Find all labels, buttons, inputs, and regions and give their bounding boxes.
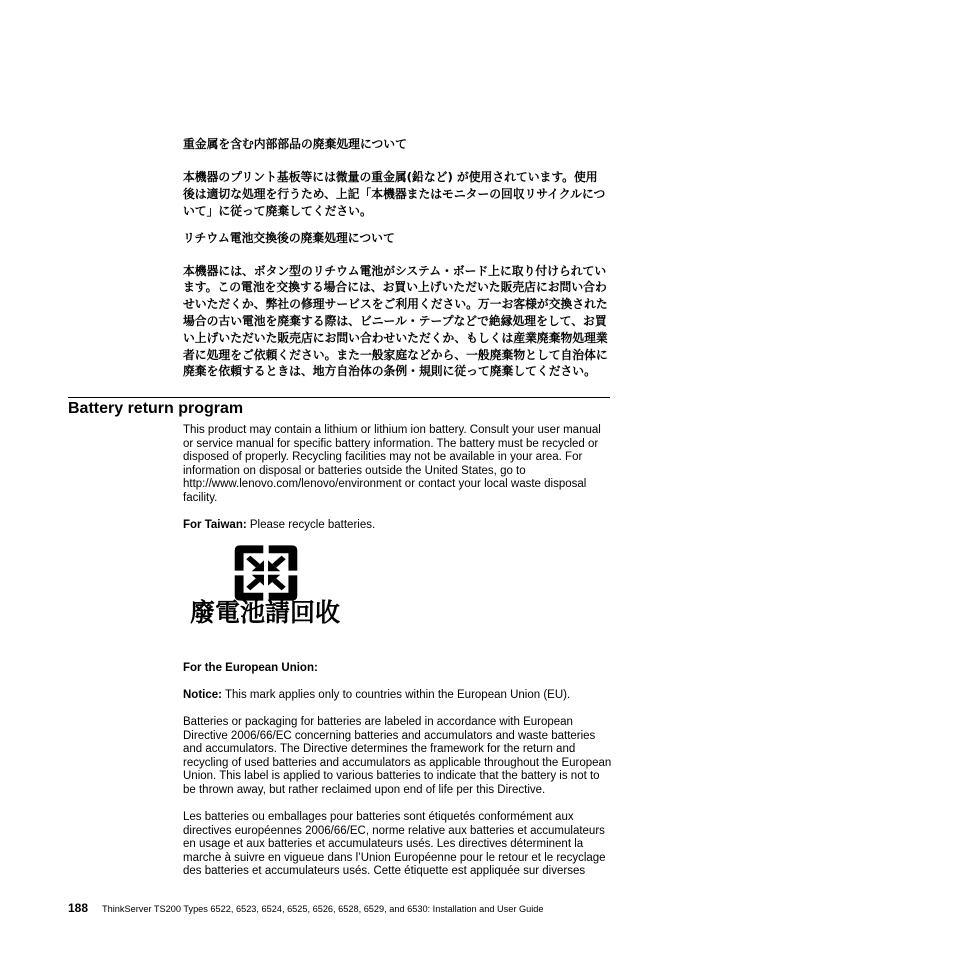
eu-heading xyxy=(183,662,318,676)
paragraph-line: 場合の古い電池を廃棄する際は、ビニール・テープなどで絶縁処理をして、お買 xyxy=(183,313,607,328)
notice-text: This mark applies only to countries within the European Union (EU). xyxy=(224,689,571,701)
heavy-metal-disposal-heading: 重金属を含む内部部品の廃棄処理について xyxy=(183,136,407,151)
paragraph-line: 後は適切な処理を行うため、上記「本機器またはモニターの回収リサイクルにつ xyxy=(183,186,606,201)
taiwan-logo-caption: 廢電池請回收 xyxy=(190,598,341,627)
paragraph-line: en usage et aux batteries et accumulateurs usés. Les directives déterminent la xyxy=(183,838,584,851)
paragraph-line: 廃棄を依頼するときは、地方自治体の条例・規則に従って廃棄してください。 xyxy=(183,364,596,379)
paragraph-line: Les batteries ou emballages pour batteries sont étiquetés conformément aux xyxy=(183,811,574,823)
section-title: Battery return program xyxy=(68,400,244,417)
paragraph-line: or service manual for specific battery information. The battery must be recycled or xyxy=(183,437,599,450)
paragraph-line: Batteries or packaging for batteries are labeled in accordance with European xyxy=(183,716,573,728)
paragraph-line: and accumulators. The Directive determines the framework for the return and xyxy=(183,743,576,756)
section-divider xyxy=(68,397,610,398)
notice-label: Notice: xyxy=(183,689,222,701)
recycle-arrow-shape xyxy=(235,545,264,571)
paragraph-line: せいただくか、弊社の修理サービスをご利用ください。万一お客様が交換された xyxy=(183,297,608,312)
paragraph-line: いて」に従って廃棄してください。 xyxy=(183,203,372,218)
paragraph-line: 本機器には、ボタン型のリチウム電池がシステム・ボード上に取り付けられてい xyxy=(183,263,607,278)
eu-notice xyxy=(183,689,570,703)
paragraph-line: facility. xyxy=(183,491,218,504)
paragraph-line: recycling of used batteries and accumulators as applicable throughout the European xyxy=(183,756,612,769)
paragraph-line: い上げいただいた販売店にお問い合わせいただくか、もしくは産業廃棄物処理業 xyxy=(183,330,608,345)
footer-book-title: ThinkServer TS200 Types 6522, 6523, 6524, 6525, 6526, 6528, 6529, and 6530: Installation and User Guide xyxy=(102,904,544,914)
paragraph-line: 者に処理をご依頼ください。また一般家庭などから、一般廃棄物として自治体に xyxy=(183,347,608,362)
taiwan-note xyxy=(183,519,375,533)
paragraph-line: marche à suivre en vigueue dans l’Union Européenne pour le retour et le recyclage xyxy=(183,851,606,864)
paragraph-line: Union. This label is applied to various batteries to indicate that the battery is not to xyxy=(183,770,600,783)
recycle-arrow-shape xyxy=(268,545,297,571)
paragraph-line: des batteries et accumulateurs usés. Cette étiquette est appliquée sur diverses xyxy=(183,865,586,878)
paragraph-line: information on disposal or batteries outside the United States, go to xyxy=(183,464,526,477)
recycle-arrow-shape xyxy=(235,575,264,601)
eu-directive-paragraph-french xyxy=(183,811,606,879)
eu-directive-paragraph xyxy=(183,716,611,798)
eu-heading-text: For the European Union: xyxy=(183,662,318,674)
taiwan-label: For Taiwan: xyxy=(183,519,247,531)
paragraph-line: disposed of properly. Recycling facilities may not be available in your area. For xyxy=(183,451,583,464)
battery-return-intro-paragraph xyxy=(183,424,601,506)
paragraph-line: Directive 2006/66/EC concerning batteries and accumulators and waste batteries xyxy=(183,729,596,742)
paragraph-line: 本機器のプリント基板等には微量の重金属(鉛など) が使用されています。使用 xyxy=(183,169,598,184)
paragraph-line: ます。この電池を交換する場合には、お買い上げいただいた販売店にお問い合わ xyxy=(183,280,607,295)
paragraph-line: directives européennes 2006/66/EC, norme relative aux batteries et accumulateurs xyxy=(183,824,605,837)
taiwan-recycling-logo xyxy=(232,543,300,603)
lithium-battery-disposal-heading: リチウム電池交換後の廃棄処理について xyxy=(183,230,395,245)
recycle-arrow-shape xyxy=(268,575,297,601)
taiwan-battery-recycling-icon xyxy=(232,543,300,603)
lithium-battery-disposal-paragraph xyxy=(183,263,608,381)
taiwan-text: Please recycle batteries. xyxy=(249,519,376,531)
paragraph-line: be thrown away, but rather reclaimed upon end of life per this Directive. xyxy=(183,783,546,796)
heavy-metal-disposal-paragraph xyxy=(183,169,605,220)
page-number: 188 xyxy=(68,901,89,915)
paragraph-line: http://www.lenovo.com/lenovo/environment or contact your local waste disposal xyxy=(183,478,587,491)
paragraph-line: This product may contain a lithium or lithium ion battery. Consult your user manual xyxy=(183,424,601,436)
